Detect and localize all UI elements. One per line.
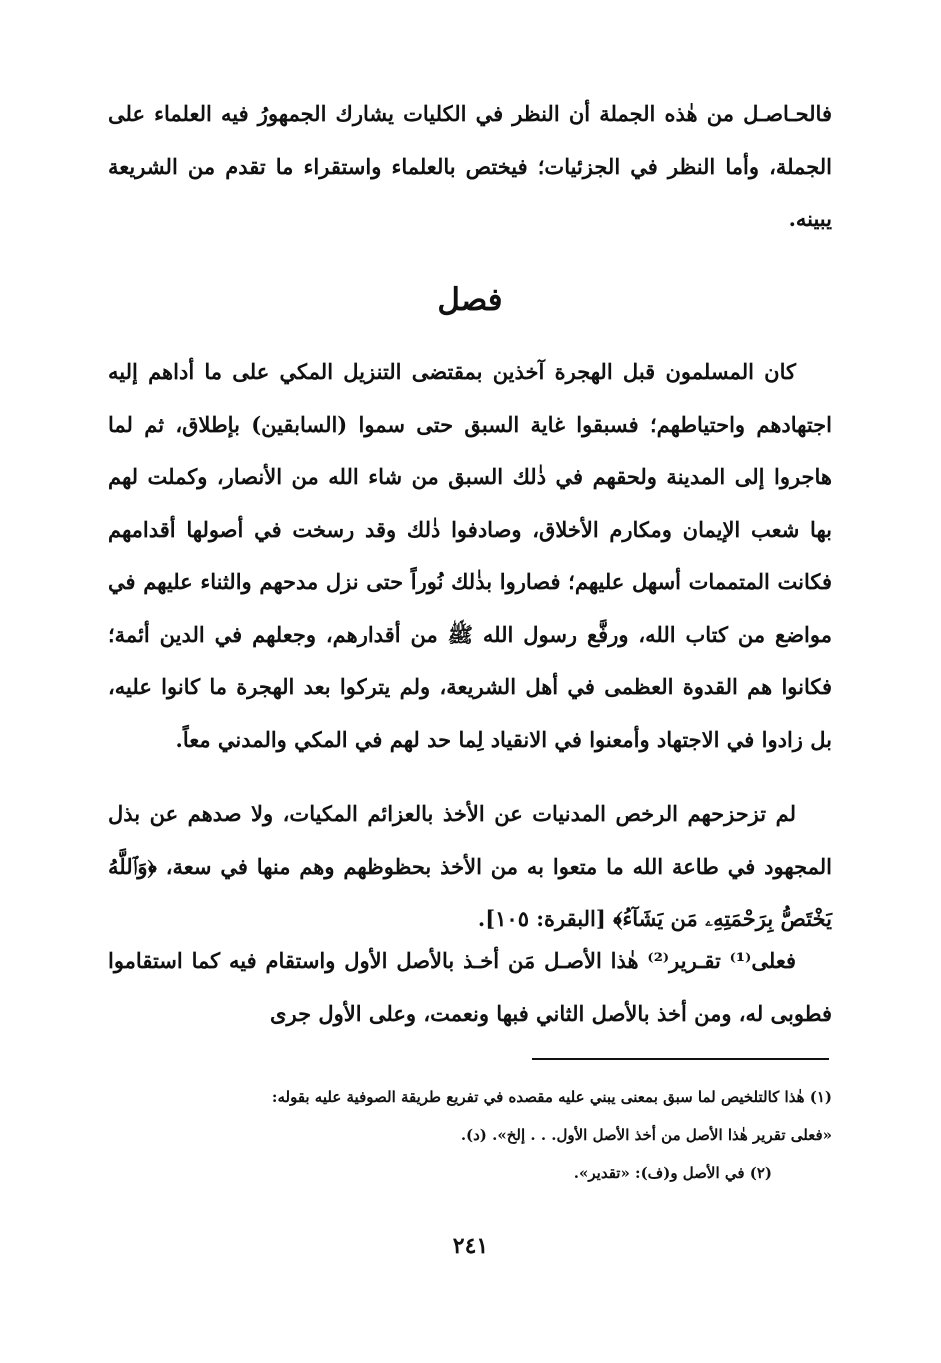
footnote-2: (٢) في الأصل و(ف): «تقدير». <box>573 1164 772 1182</box>
page-number: ٢٤١ <box>452 1233 489 1259</box>
paragraph-principle: فعلى⁽¹⁾ تقـرير⁽²⁾ هٰذا الأصـل مَن أخـذ بالأصل الأول واستقام فيه كما استقاموا فطوبى له، ومن أخذ بالأصل الثاني فبها ونعمت، وعلى الأول جرى <box>108 948 832 1026</box>
paragraph-concessions: لم تزحزحهم الرخص المدنيات عن الأخذ بالعزائم المكيات، ولا صدهم عن بذل المجهود في طاعة الله ما متعوا به من الأخذ بحظوظهم وهم منها في سعة، ﴿وَٱللَّهُ يَخْتَصُّ بِرَحْمَتِهِۦ مَن يَشَآءُ﴾ [البقرة: ١٠٥]. <box>108 801 832 931</box>
footnote-divider <box>532 1058 829 1060</box>
paragraph-muslims-before-hijra: كان المسلمون قبل الهجرة آخذين بمقتضى التنزيل المكي على ما أداهم إليه اجتهادهم واحتياطهم؛ فسبقوا غاية السبق حتى سموا (السابقين) بإطلاق، ثم لما هاجروا إلى المدينة ولحقهم في ذٰلك السبق من شاء الله من الأنصار، وكملت لهم بها شعب الإيمان ومكارم الأخلاق، وصادفوا ذٰلك وقد رسخت في أصولها أقدامهم فكانت المتممات أسهل عليهم؛ فصاروا بذٰلك نُوراً حتى نزل مدحهم والثناء عليهم في مواضع من كتاب الله، ورفَّع رسول الله ﷺ من أقدارهم، وجعلهم في الدين أئمة؛ فكانوا هم القدوة العظمى في أهل الشريعة، ولم يتركوا بعد الهجرة ما كانوا عليه، بل زادوا في الاجتهاد وأمعنوا في الانقياد لِما حد لهم في المكي والمدني معاً. <box>108 359 832 752</box>
footnotes <box>108 1078 832 1192</box>
footnote-1-line-1: (١) هٰذا كالتلخيص لما سبق بمعنى يبني عليه مقصده في تفريع طريقة الصوفية عليه بقوله: <box>271 1088 832 1106</box>
footnote-1-line-2: «فعلى تقرير هٰذا الأصل من أخذ الأصل الأول. . . إلخ». (د). <box>460 1126 832 1144</box>
section-heading: فصل <box>437 282 503 318</box>
paragraph-conclusion: فالحـاصـل من هٰذه الجملة أن النظر في الكليات يشارك الجمهورُ فيه العلماء على الجملة، وأما النظر في الجزئيات؛ فيختص بالعلماء واستقراء ما تقدم من الشريعة يبينه. <box>108 101 832 231</box>
